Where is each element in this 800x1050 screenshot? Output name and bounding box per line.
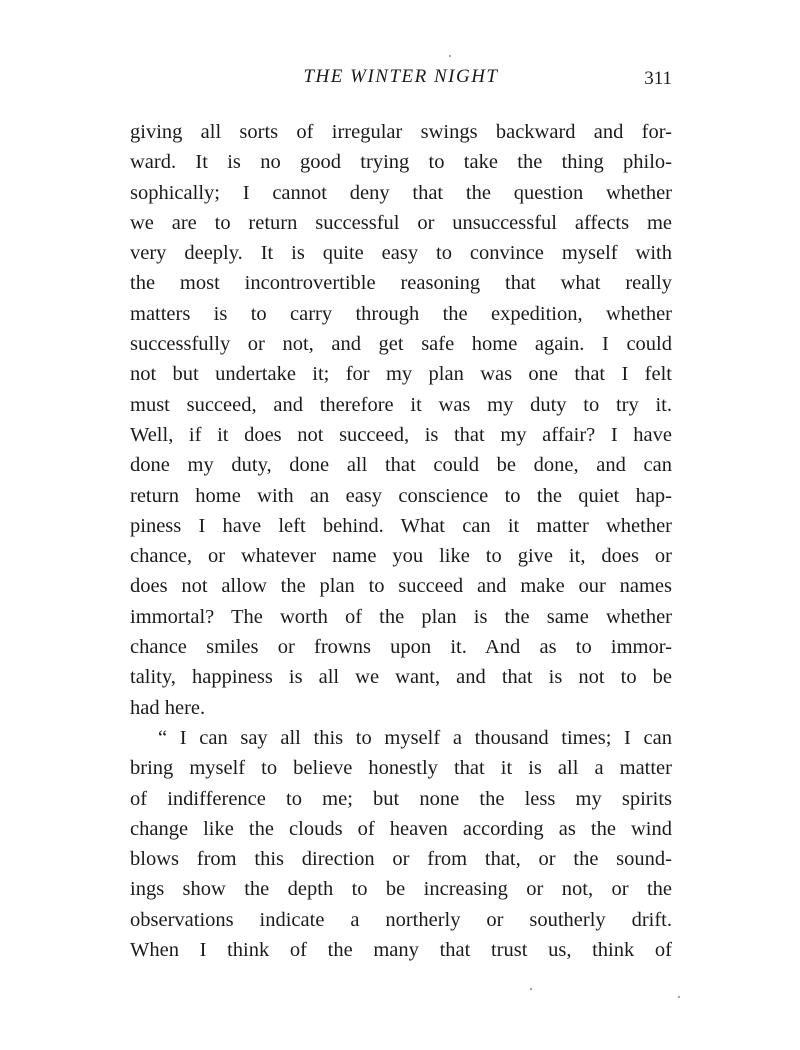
text-line: observations indicate a northerly or southerly drift. (130, 908, 672, 931)
text-line: sophically; I cannot deny that the question whether (130, 181, 672, 204)
text-line: must succeed, and therefore it was my duty to try it. (130, 393, 672, 416)
text-line: matters is to carry through the expedition, whether (130, 302, 672, 325)
text-line: of indifference to me; but none the less my spirits (130, 787, 672, 810)
text-line: giving all sorts of irregular swings backward and for- (130, 121, 672, 143)
paragraph-end-line: had here. (130, 696, 206, 719)
paragraph-start-line: “ I can say all this to myself a thousand times; I can (158, 726, 672, 749)
text-line: chance, or whatever name you like to give it, does or (130, 545, 672, 568)
text-line: chance smiles or frowns upon it. And as to immor- (130, 636, 672, 659)
text-line: not but undertake it; for my plan was one that I felt (130, 363, 672, 386)
running-title: THE WINTER NIGHT (303, 66, 499, 87)
print-speck (678, 996, 680, 998)
text-line: ward. It is no good trying to take the thing philo- (130, 151, 672, 174)
text-line: blows from this direction or from that, or the sound- (130, 848, 672, 871)
body-text (130, 117, 672, 965)
text-line: return home with an easy conscience to the quiet hap- (130, 484, 672, 507)
text-line: immortal? The worth of the plan is the same whether (130, 605, 672, 628)
print-speck (449, 55, 451, 57)
running-head (130, 66, 672, 96)
text-line: done my duty, done all that could be done, and can (130, 454, 672, 477)
page-number: 311 (644, 68, 672, 89)
text-line: bring myself to believe honestly that it is all a matter (130, 757, 672, 780)
text-line: very deeply. It is quite easy to convince myself with (130, 242, 672, 265)
text-line: change like the clouds of heaven according as the wind (130, 817, 672, 840)
text-line: ings show the depth to be increasing or not, or the (130, 878, 672, 901)
text-line: Well, if it does not succeed, is that my affair? I have (130, 423, 672, 446)
text-line: piness I have left behind. What can it matter whether (130, 514, 672, 537)
text-line: we are to return successful or unsuccessful affects me (130, 211, 672, 234)
print-speck (530, 988, 532, 990)
text-line: the most incontrovertible reasoning that what really (130, 272, 672, 295)
text-line: tality, happiness is all we want, and that is not to be (130, 666, 672, 689)
text-line: does not allow the plan to succeed and make our names (130, 575, 672, 598)
text-line: successfully or not, and get safe home again. I could (130, 333, 672, 356)
text-line: When I think of the many that trust us, think of (130, 939, 672, 962)
